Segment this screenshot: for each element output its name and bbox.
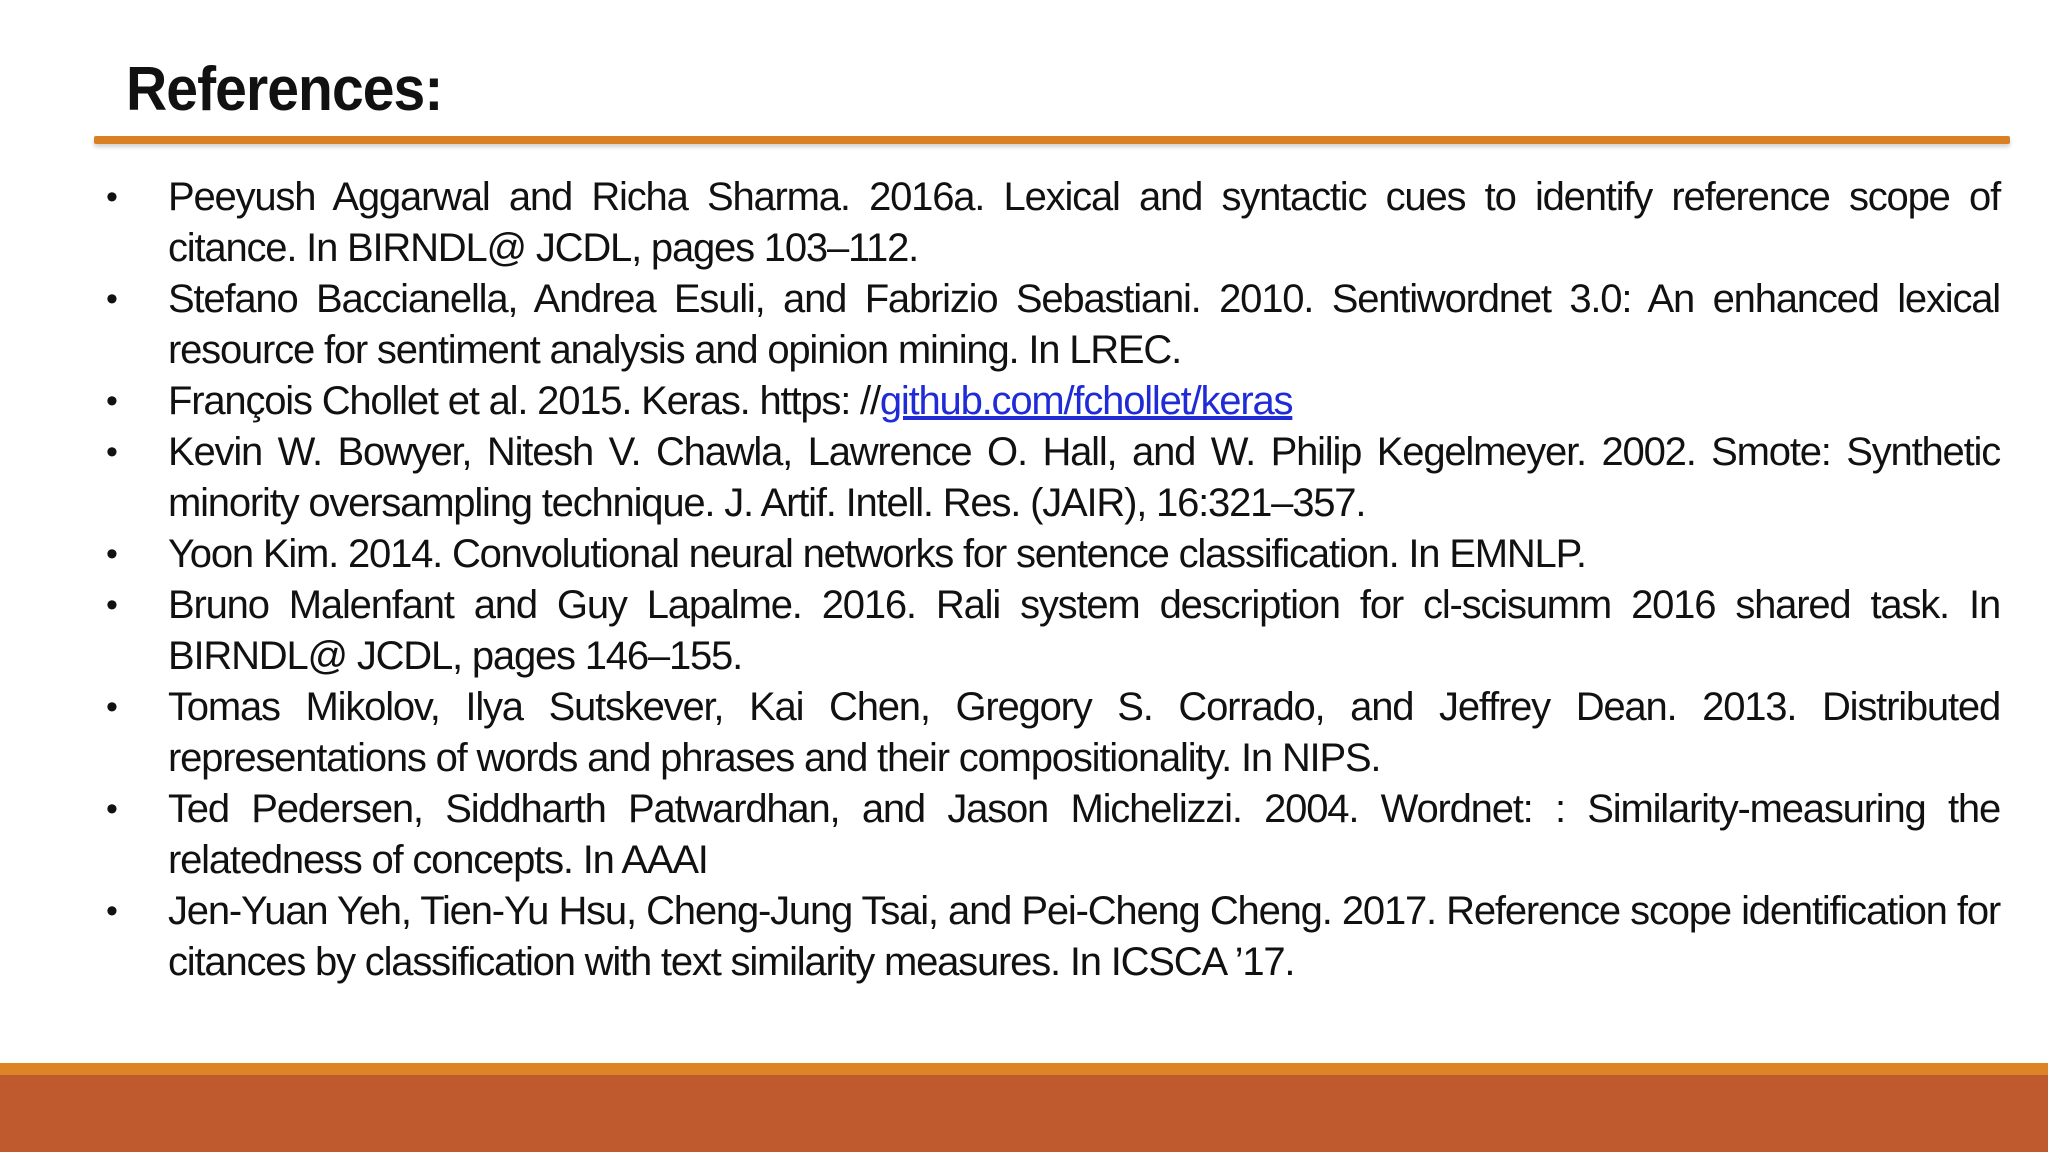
reference-list (106, 172, 2000, 988)
bullet-icon: • (106, 382, 117, 420)
keras-github-link[interactable]: github.com/fchollet/keras (879, 379, 1293, 423)
reference-text: Peeyush Aggarwal and Richa Sharma. 2016a. Lexical and syntactic cues to identify reference scope of citance. In BIRNDL@ JCDL, pages 103–112. (168, 175, 2000, 270)
bullet-icon: • (106, 535, 117, 573)
reference-text: François Chollet et al. 2015. Keras. https: // (168, 379, 880, 423)
slide-title: References: (126, 55, 443, 124)
bullet-icon: • (106, 178, 117, 216)
reference-text: Tomas Mikolov, Ilya Sutskever, Kai Chen, Gregory S. Corrado, and Jeffrey Dean. 2013. Distributed representations of words and phrases and their compositionality. In NIPS. (168, 685, 2000, 780)
reference-item-malenfant (106, 580, 2000, 682)
reference-item-yeh (106, 886, 2000, 988)
footer-band (0, 1075, 2048, 1152)
bullet-icon: • (106, 433, 117, 471)
bullet-icon: • (106, 280, 117, 318)
bullet-icon: • (106, 586, 117, 624)
reference-text: Stefano Baccianella, Andrea Esuli, and Fabrizio Sebastiani. 2010. Sentiwordnet 3.0: An enhanced lexical resource for sentiment analysis and opinion mining. In LREC. (168, 277, 2000, 372)
reference-item-bowyer (106, 427, 2000, 529)
footer-accent-stripe (0, 1063, 2048, 1075)
bullet-icon: • (106, 790, 117, 828)
reference-text: Yoon Kim. 2014. Convolutional neural networks for sentence classification. In EMNLP. (168, 532, 1586, 576)
reference-item-aggarwal (106, 172, 2000, 274)
reference-text: Kevin W. Bowyer, Nitesh V. Chawla, Lawrence O. Hall, and W. Philip Kegelmeyer. 2002. Smote: Synthetic minority oversampling technique. J. Artif. Intell. Res. (JAIR), 16:321–357. (168, 430, 2000, 525)
reference-text: Ted Pedersen, Siddharth Patwardhan, and Jason Michelizzi. 2004. Wordnet: : Similarity-measuring the relatedness of concepts. In AAAI (168, 787, 2000, 882)
reference-text: Bruno Malenfant and Guy Lapalme. 2016. Rali system description for cl-scisumm 2016 shared task. In BIRNDL@ JCDL, pages 146–155. (168, 583, 2000, 678)
reference-item-chollet (106, 376, 2000, 427)
title-underline (94, 136, 2010, 144)
reference-item-pedersen (106, 784, 2000, 886)
bullet-icon: • (106, 688, 117, 726)
reference-text: Jen-Yuan Yeh, Tien-Yu Hsu, Cheng-Jung Tsai, and Pei-Cheng Cheng. 2017. Reference scope identification for citances by classification with text similarity measures. In ICSCA ’17. (168, 889, 2000, 984)
reference-item-mikolov (106, 682, 2000, 784)
reference-item-kim (106, 529, 2000, 580)
reference-item-baccianella (106, 274, 2000, 376)
bullet-icon: • (106, 892, 117, 930)
